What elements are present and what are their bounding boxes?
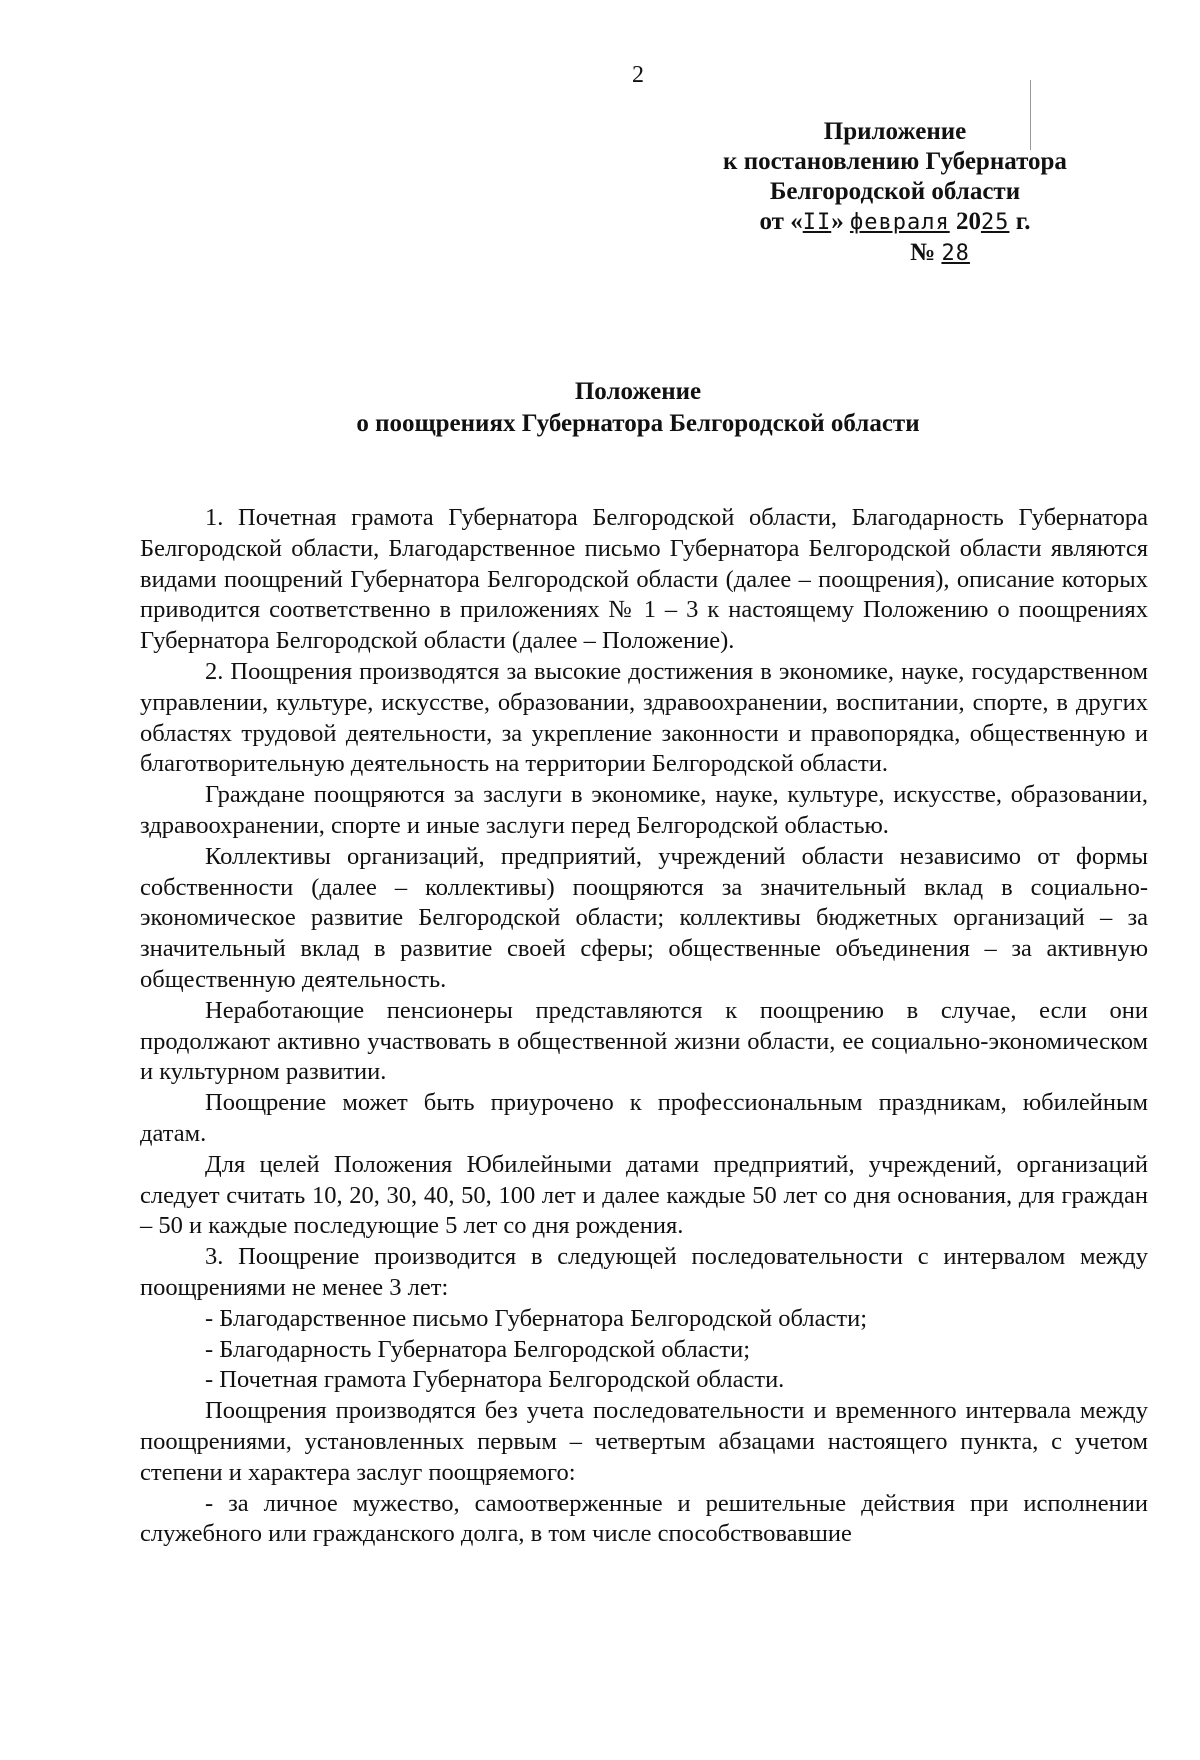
paragraph-7: Для целей Положения Юбилейными датами предприятий, учреждений, организаций следует считать 10, 20, 30, 40, 50, 100 лет и далее каждые 50 лет со дня основания, для граждан – 50 и каждые последующие 5 лет со дня рождения.: [140, 1150, 1148, 1240]
appendix-region: Белгородской области: [769, 178, 1021, 205]
list-item-3: - Почетная грамота Губернатора Белгородской области.: [205, 1366, 785, 1394]
paragraph-8: 3. Поощрение производится в следующей последовательности с интервалом между поощрениями не менее 3 лет:: [140, 1243, 1148, 1301]
paragraph-5: Неработающие пенсионеры представляются к поощрению в случае, если они продолжают активно участвовать в общественной жизни области, ее социально-экономическом и культурном развитии.: [140, 996, 1148, 1086]
date-year-prefix: 20: [955, 208, 981, 235]
document-body: [140, 503, 1148, 1550]
date-mid: »: [831, 208, 844, 235]
appendix-block: [680, 117, 1110, 269]
date-year-suffix: 25: [980, 210, 1010, 235]
number-value: 28: [941, 241, 970, 266]
title-line-2: о поощрениях Губернатора Белгородской области: [356, 410, 920, 437]
date-prefix: от «: [759, 208, 803, 235]
title-line-1: Положение: [574, 378, 702, 405]
paragraph-4: Коллективы организаций, предприятий, учреждений области независимо от формы собственности (далее – коллективы) поощряются за значительный вклад в социально-экономическое развитие Белгородской области; коллективы бюджетных организаций – за значительный вклад в развитие своей сферы; общественные объединения – за активную общественную деятельность.: [140, 842, 1148, 993]
list-item-4: - за личное мужество, самоотверженные и решительные действия при исполнении служебного или гражданского долга, в том числе способствовавшие: [140, 1489, 1148, 1548]
date-suffix: г.: [1015, 208, 1031, 235]
paragraph-6: Поощрение может быть приурочено к профессиональным праздникам, юбилейным датам.: [140, 1089, 1148, 1147]
appendix-title: Приложение: [823, 118, 967, 145]
appendix-decree-ref: к постановлению Губернатора: [723, 148, 1067, 175]
appendix-date: [680, 207, 1110, 238]
number-label: №: [910, 239, 936, 266]
date-day: II: [802, 210, 832, 235]
date-month: февраля: [849, 210, 950, 235]
document-title: [0, 376, 1200, 440]
page-number: 2: [632, 62, 644, 88]
list-item-2: - Благодарность Губернатора Белгородской области;: [205, 1335, 751, 1363]
appendix-number: [680, 238, 1110, 269]
paragraph-3: Граждане поощряются за заслуги в экономике, науке, культуре, искусстве, образовании, здравоохранении, спорте и иные заслуги перед Белгородской областью.: [140, 781, 1148, 839]
paragraph-9: Поощрения производятся без учета последовательности и временного интервала между поощрениями, установленных первым – четвертым абзацами настоящего пункта, с учетом степени и характера заслуг поощряемого:: [140, 1397, 1148, 1486]
paragraph-2: 2. Поощрения производятся за высокие достижения в экономике, науке, государственном управлении, культуре, искусстве, образовании, здравоохранении, воспитании, спорте, в других областях трудовой деятельности, за укрепление законности и правопорядка, общественную и благотворительную деятельность на территории Белгородской области.: [140, 657, 1148, 778]
list-item-1: - Благодарственное письмо Губернатора Белгородской области;: [205, 1304, 868, 1332]
paragraph-1: 1. Почетная грамота Губернатора Белгородской области, Благодарность Губернатора Белгородской области, Благодарственное письмо Губернатора Белгородской области являются видами поощрений Губернатора Белгородской области (далее – поощрения), описание которых приводится соответственно в приложениях № 1 – 3 к настоящему Положению о поощрениях Губернатора Белгородской области (далее – Положение).: [140, 504, 1148, 655]
